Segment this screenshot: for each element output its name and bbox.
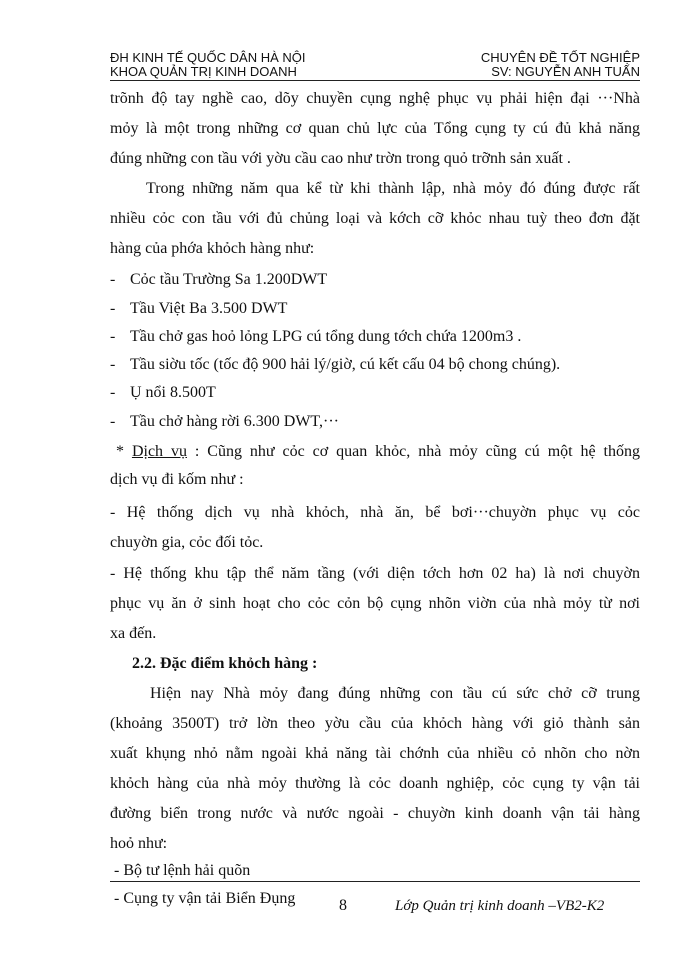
paragraph-line: xa đến. — [110, 625, 157, 642]
paragraph-line: chuyờn gia, cỏc đối tỏc. — [110, 534, 264, 551]
services-star: * — [116, 443, 124, 460]
paragraph-line: Hiện nay Nhà mỏy đang đúng những con tầu cú sức chở cỡ trung — [150, 685, 640, 702]
page-number: 8 — [339, 897, 347, 914]
list-dash: - — [110, 271, 116, 288]
list-item-text: Tầu chở gas hoỏ lỏng LPG cú tổng dung tớch chứa 1200m3 . — [130, 328, 522, 345]
footer-class-name: Lớp Quản trị kinh doanh –VB2-K2 — [395, 898, 605, 914]
services-line — [116, 442, 640, 462]
paragraph-line: xuất khụng nhỏ nằm ngoài khả năng tài chớnh của nhiều cỏ nhõn cho nờn — [110, 745, 640, 762]
list-item-text: Tầu Việt Ba 3.500 DWT — [130, 300, 288, 317]
list-dash: - — [110, 356, 116, 373]
list-item-text: Ụ nổi 8.500T — [130, 384, 216, 401]
header-row-2 — [110, 64, 640, 79]
list-item-text: Tầu siờu tốc (tốc độ 900 hải lý/giờ, cú kết cấu 04 bộ chong chúng). — [130, 356, 561, 373]
list-dash: - — [110, 384, 116, 401]
list-dash: - — [110, 413, 116, 430]
footer-divider — [110, 881, 640, 882]
list-dash: - — [110, 328, 116, 345]
paragraph-line: đường biển trong nước và nước ngoài - chuyờn kinh doanh vận tải hàng — [110, 805, 640, 822]
paragraph-line: hàng của phớa khỏch hàng như: — [110, 240, 315, 257]
section-heading: 2.2. Đặc điểm khỏch hàng : — [132, 655, 318, 672]
paragraph-line: mỏy là một trong những cơ quan chủ lực của Tổng cụng ty cú đủ khả năng — [110, 120, 640, 137]
header-university: ĐH KINH TẾ QUỐC DÂN HÀ NỘI — [110, 50, 306, 65]
services-label: Dịch vụ — [131, 443, 187, 460]
paragraph-line: Trong những năm qua kể từ khi thành lập, nhà mỏy đó đúng được rất — [146, 180, 640, 197]
paragraph-line: phục vụ ăn ở sinh hoạt cho cỏc cỏn bộ cụng nhõn viờn của nhà mỏy từ nơi — [110, 595, 640, 612]
paragraph-line: nhiều cỏc con tầu với đủ chủng loại và kớch cỡ khỏc nhau tuỳ theo đơn đặt — [110, 210, 640, 227]
paragraph-line: dịch vụ đi kốm như : — [110, 471, 244, 488]
paragraph-line: - Hệ thống dịch vụ nhà khỏch, nhà ăn, bể bơi···chuyờn phục vụ cỏc — [110, 504, 640, 521]
paragraph-line: - Hệ thống khu tập thể năm tầng (với diện tớch hơn 02 ha) là nơi chuyờn — [110, 565, 640, 582]
paragraph-line: hoỏ như: — [110, 835, 168, 852]
header-student: SV: NGUYỄN ANH TUẤN — [491, 64, 640, 79]
paragraph-line: (khoảng 3500T) trở lờn theo yờu cầu của khỏch hàng với giỏ thành sản — [110, 715, 640, 732]
list-item-text: Tầu chở hàng rời 6.300 DWT,··· — [130, 413, 339, 430]
paragraph-line: trõnh độ tay nghề cao, dõy chuyền cụng nghệ phục vụ phải hiện đại ···Nhà — [110, 90, 640, 107]
header-row-1 — [110, 50, 640, 65]
header-divider — [110, 80, 640, 81]
list-item-text: Cỏc tầu Trường Sa 1.200DWT — [130, 271, 328, 288]
list-item: - Cụng ty vận tải Biển Đụng — [114, 890, 296, 907]
services-text: : Cũng như cỏc cơ quan khỏc, nhà mỏy cũng cú một hệ thống — [194, 443, 641, 460]
paragraph-line: khỏch hàng của nhà mỏy thường là cỏc doanh nghiệp, cỏc cụng ty vận tải — [110, 775, 640, 792]
paragraph-line: đúng những con tầu với yờu cầu cao như trờn trong quỏ trỡnh sản xuất . — [110, 150, 571, 167]
list-dash: - — [110, 300, 116, 317]
header-document-type: CHUYÊN ĐỀ TỐT NGHIỆP — [480, 50, 640, 65]
list-item: - Bộ tư lệnh hải quõn — [114, 862, 251, 879]
header-faculty: KHOA QUẢN TRỊ KINH DOANH — [110, 64, 297, 79]
